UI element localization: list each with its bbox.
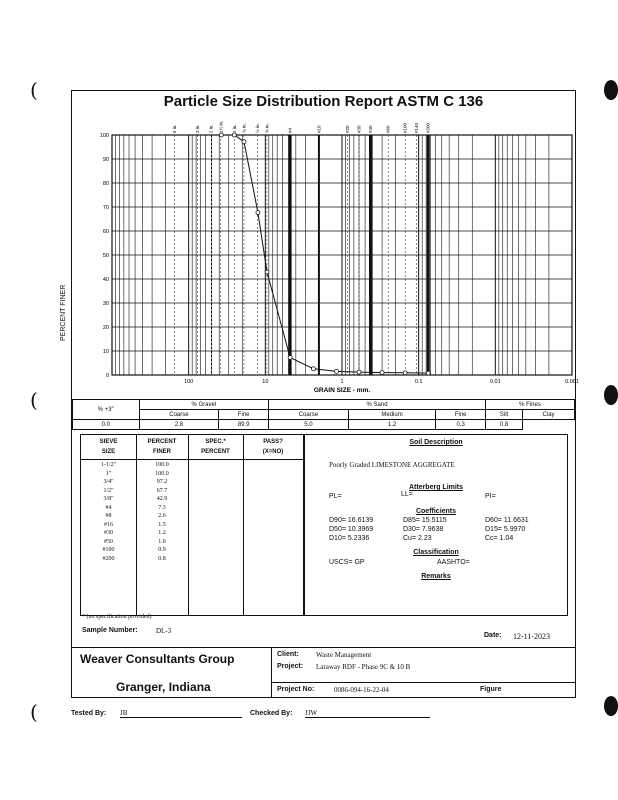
x-tick-label: 0.1 (414, 379, 423, 385)
pct-value: 0.8 (486, 420, 523, 430)
data-point (242, 140, 246, 144)
pct-gravel-header: % Gravel (139, 400, 268, 410)
percent-breakdown-table (72, 399, 575, 430)
sieve-label: #30 (356, 125, 362, 133)
sieve-label: #140 (414, 122, 420, 133)
sieve-label: 2 in. (208, 124, 214, 133)
sieve-label: #4 (287, 127, 293, 133)
pct-sub-header: Fine (219, 410, 269, 420)
company-location: Granger, Indiana (116, 680, 211, 694)
coef-d50: D50= 10.3969 (329, 526, 374, 533)
sieve-header: SPEC.* (205, 439, 226, 445)
plastic-limit: PL= (329, 493, 342, 500)
sieve-label: 1 in. (231, 124, 237, 133)
soil-description-text: Poorly Graded LIMESTONE AGGREGATE (329, 461, 455, 469)
sieve-label: ¾ in. (241, 123, 247, 133)
sieve-size: #50 (104, 538, 113, 545)
data-point (256, 211, 260, 215)
pct-sub-header: Fine (436, 410, 486, 420)
data-point (403, 371, 407, 375)
pct-sand-header: % Sand (269, 400, 486, 410)
sample-number-label: Sample Number: (82, 627, 138, 634)
sieve-label: ½ in. (254, 123, 260, 133)
sieve-label: 3 in. (195, 124, 201, 133)
checked-by-value: JJW (305, 709, 430, 718)
data-point (334, 369, 338, 373)
y-tick-label: 100 (99, 133, 109, 139)
y-axis-label: PERCENT FINER (60, 284, 67, 341)
sieve-size: #200 (102, 555, 115, 562)
data-point (219, 133, 223, 137)
date-value: 12-11-2023 (513, 632, 551, 641)
coef-d60: D60= 11.6631 (485, 517, 529, 524)
sieve-label: #100 (402, 122, 408, 133)
percent-finer: 100.0 (155, 470, 169, 477)
y-tick-label: 80 (102, 181, 109, 187)
sieve-size: 1-1/2" (100, 462, 117, 468)
percent-finer: 97.2 (156, 479, 168, 485)
pct-sub-header: Medium (348, 410, 436, 420)
spec-footnote: * (no specification provided) (82, 614, 152, 620)
classification-heading: Classification (413, 549, 459, 556)
soil-description-box (304, 434, 568, 616)
y-tick-label: 50 (102, 253, 109, 259)
punch-hole (604, 696, 618, 716)
sieve-header: SIZE (101, 449, 116, 455)
sieve-header: SIEVE (99, 439, 118, 445)
project-number-value: 0086-094-16-22-04 (334, 686, 389, 694)
percent-finer: 100.0 (155, 462, 169, 468)
coef-d10: D10= 5.2336 (329, 535, 370, 542)
pct-sub-header: Coarse (269, 410, 349, 420)
sieve-label: #40 (367, 125, 373, 133)
soil-description-heading: Soil Description (409, 439, 463, 446)
sieve-size: 3/4" (103, 479, 114, 485)
pct-value: 0.3 (436, 420, 486, 430)
pct-sub-header: Coarse (139, 410, 219, 420)
pct-value: 5.0 (269, 420, 349, 430)
y-tick-label: 10 (102, 349, 109, 355)
y-tick-label: 60 (102, 229, 109, 235)
sieve-header: PERCENT (147, 439, 177, 445)
sample-number-value: DL-3 (156, 627, 172, 635)
binding-mark: ( (30, 700, 38, 724)
coefficients-heading: Coefficients (415, 508, 457, 515)
gradation-chart (72, 109, 579, 399)
report-footer (72, 647, 575, 698)
data-point (426, 371, 430, 375)
liquid-limit: LL= (401, 491, 413, 498)
percent-finer: 1.0 (158, 538, 166, 545)
y-tick-label: 90 (102, 157, 109, 163)
data-point (311, 367, 315, 371)
x-axis-label: GRAIN SIZE - mm. (313, 387, 371, 394)
coef-d85: D85= 15.5115 (403, 517, 447, 524)
y-tick-label: 20 (102, 325, 109, 331)
date-label: Date: (484, 632, 502, 639)
sieve-size: #100 (102, 547, 115, 553)
sieve-label: #10 (316, 125, 322, 133)
x-tick-label: 0.001 (565, 379, 579, 385)
sieve-label: #60 (385, 125, 391, 133)
sieve-size: 1" (105, 470, 112, 477)
percent-finer: 0.9 (158, 547, 166, 553)
checked-by-label: Checked By: (250, 710, 293, 717)
report-title: Particle Size Distribution Report ASTM C 136 (163, 93, 484, 110)
sieve-size: 1/2" (103, 487, 114, 494)
coef-d15: D15= 5.9970 (485, 526, 526, 533)
sieve-header: PERCENT (201, 449, 230, 455)
project-number-label: Project No: (277, 686, 315, 693)
percent-finer: 7.3 (158, 504, 166, 511)
company-name: Weaver Consultants Group (80, 652, 235, 666)
percent-finer: 0.8 (158, 555, 166, 562)
data-point (265, 270, 269, 274)
sieve-size: #8 (105, 513, 112, 519)
sieve-label: 6 in. (172, 124, 178, 133)
sieve-label: #200 (425, 122, 431, 133)
sieve-header: (X=NO) (262, 449, 284, 455)
pct-sub-header: Silt (486, 410, 523, 420)
x-tick-label: 1 (340, 379, 344, 385)
sieve-size: 3/8" (103, 496, 114, 502)
aashto-class: AASHTO= (437, 559, 470, 566)
x-tick-label: 100 (184, 379, 194, 385)
pct-fines-header: % Fines (486, 400, 575, 410)
plasticity-index: PI= (485, 493, 496, 500)
coef-cu: Cu= 2.23 (403, 535, 432, 542)
data-point (357, 370, 361, 374)
tested-by-value: JB (120, 709, 242, 718)
y-tick-label: 30 (102, 301, 109, 307)
percent-finer: 1.5 (158, 521, 166, 528)
report-frame (60, 90, 579, 698)
client-label: Client: (277, 651, 299, 658)
sieve-size: #16 (104, 521, 113, 528)
remarks-heading: Remarks (421, 573, 451, 580)
y-tick-label: 40 (102, 277, 109, 283)
sieve-size: #30 (104, 530, 113, 536)
client-value: Waste Management (316, 651, 372, 659)
data-point (232, 133, 236, 137)
pct-value: 89.9 (219, 420, 269, 430)
atterberg-heading: Atterberg Limits (408, 484, 464, 491)
gradation-curve (221, 135, 428, 373)
pct-value: 1.2 (348, 420, 436, 430)
project-value: Laraway RDF - Phase 9C & 10 B (316, 663, 411, 671)
x-tick-label: 0.01 (489, 379, 501, 385)
sieve-table (80, 434, 304, 616)
sieve-header: PASS? (263, 439, 283, 445)
coef-d90: D90= 16.6139 (329, 517, 374, 524)
sieve-label: #20 (344, 125, 350, 133)
sieve-label: ⅜ in. (264, 123, 270, 133)
sieve-size: #4 (105, 504, 112, 511)
y-tick-label: 0 (105, 373, 109, 379)
y-tick-label: 70 (102, 205, 109, 211)
punch-hole (604, 385, 618, 405)
percent-finer: 2.6 (158, 513, 166, 519)
pct-plus3-header: % +3" (73, 400, 140, 420)
uscs-class: USCS= GP (329, 559, 365, 566)
x-tick-label: 10 (262, 379, 269, 385)
binding-mark: ( (30, 78, 38, 102)
sieve-label: 1½ in. (218, 120, 224, 133)
figure-label: Figure (480, 686, 502, 693)
punch-hole (604, 80, 618, 100)
binding-mark: ( (30, 388, 38, 412)
pct-value: 2.8 (139, 420, 219, 430)
tested-by-label: Tested By: (71, 710, 107, 717)
coef-d30: D30= 7.9638 (403, 526, 444, 533)
project-label: Project: (277, 663, 304, 670)
percent-finer: 67.7 (156, 487, 168, 494)
pct-value: 0.0 (73, 420, 140, 430)
pct-sub-header: Clay (523, 410, 575, 420)
percent-finer: 1.2 (158, 530, 166, 536)
data-point (380, 371, 384, 375)
coef-cc: Cc= 1.04 (485, 535, 514, 542)
data-point (288, 355, 292, 359)
sieve-header: FINER (153, 449, 171, 455)
percent-finer: 42.9 (156, 496, 168, 502)
